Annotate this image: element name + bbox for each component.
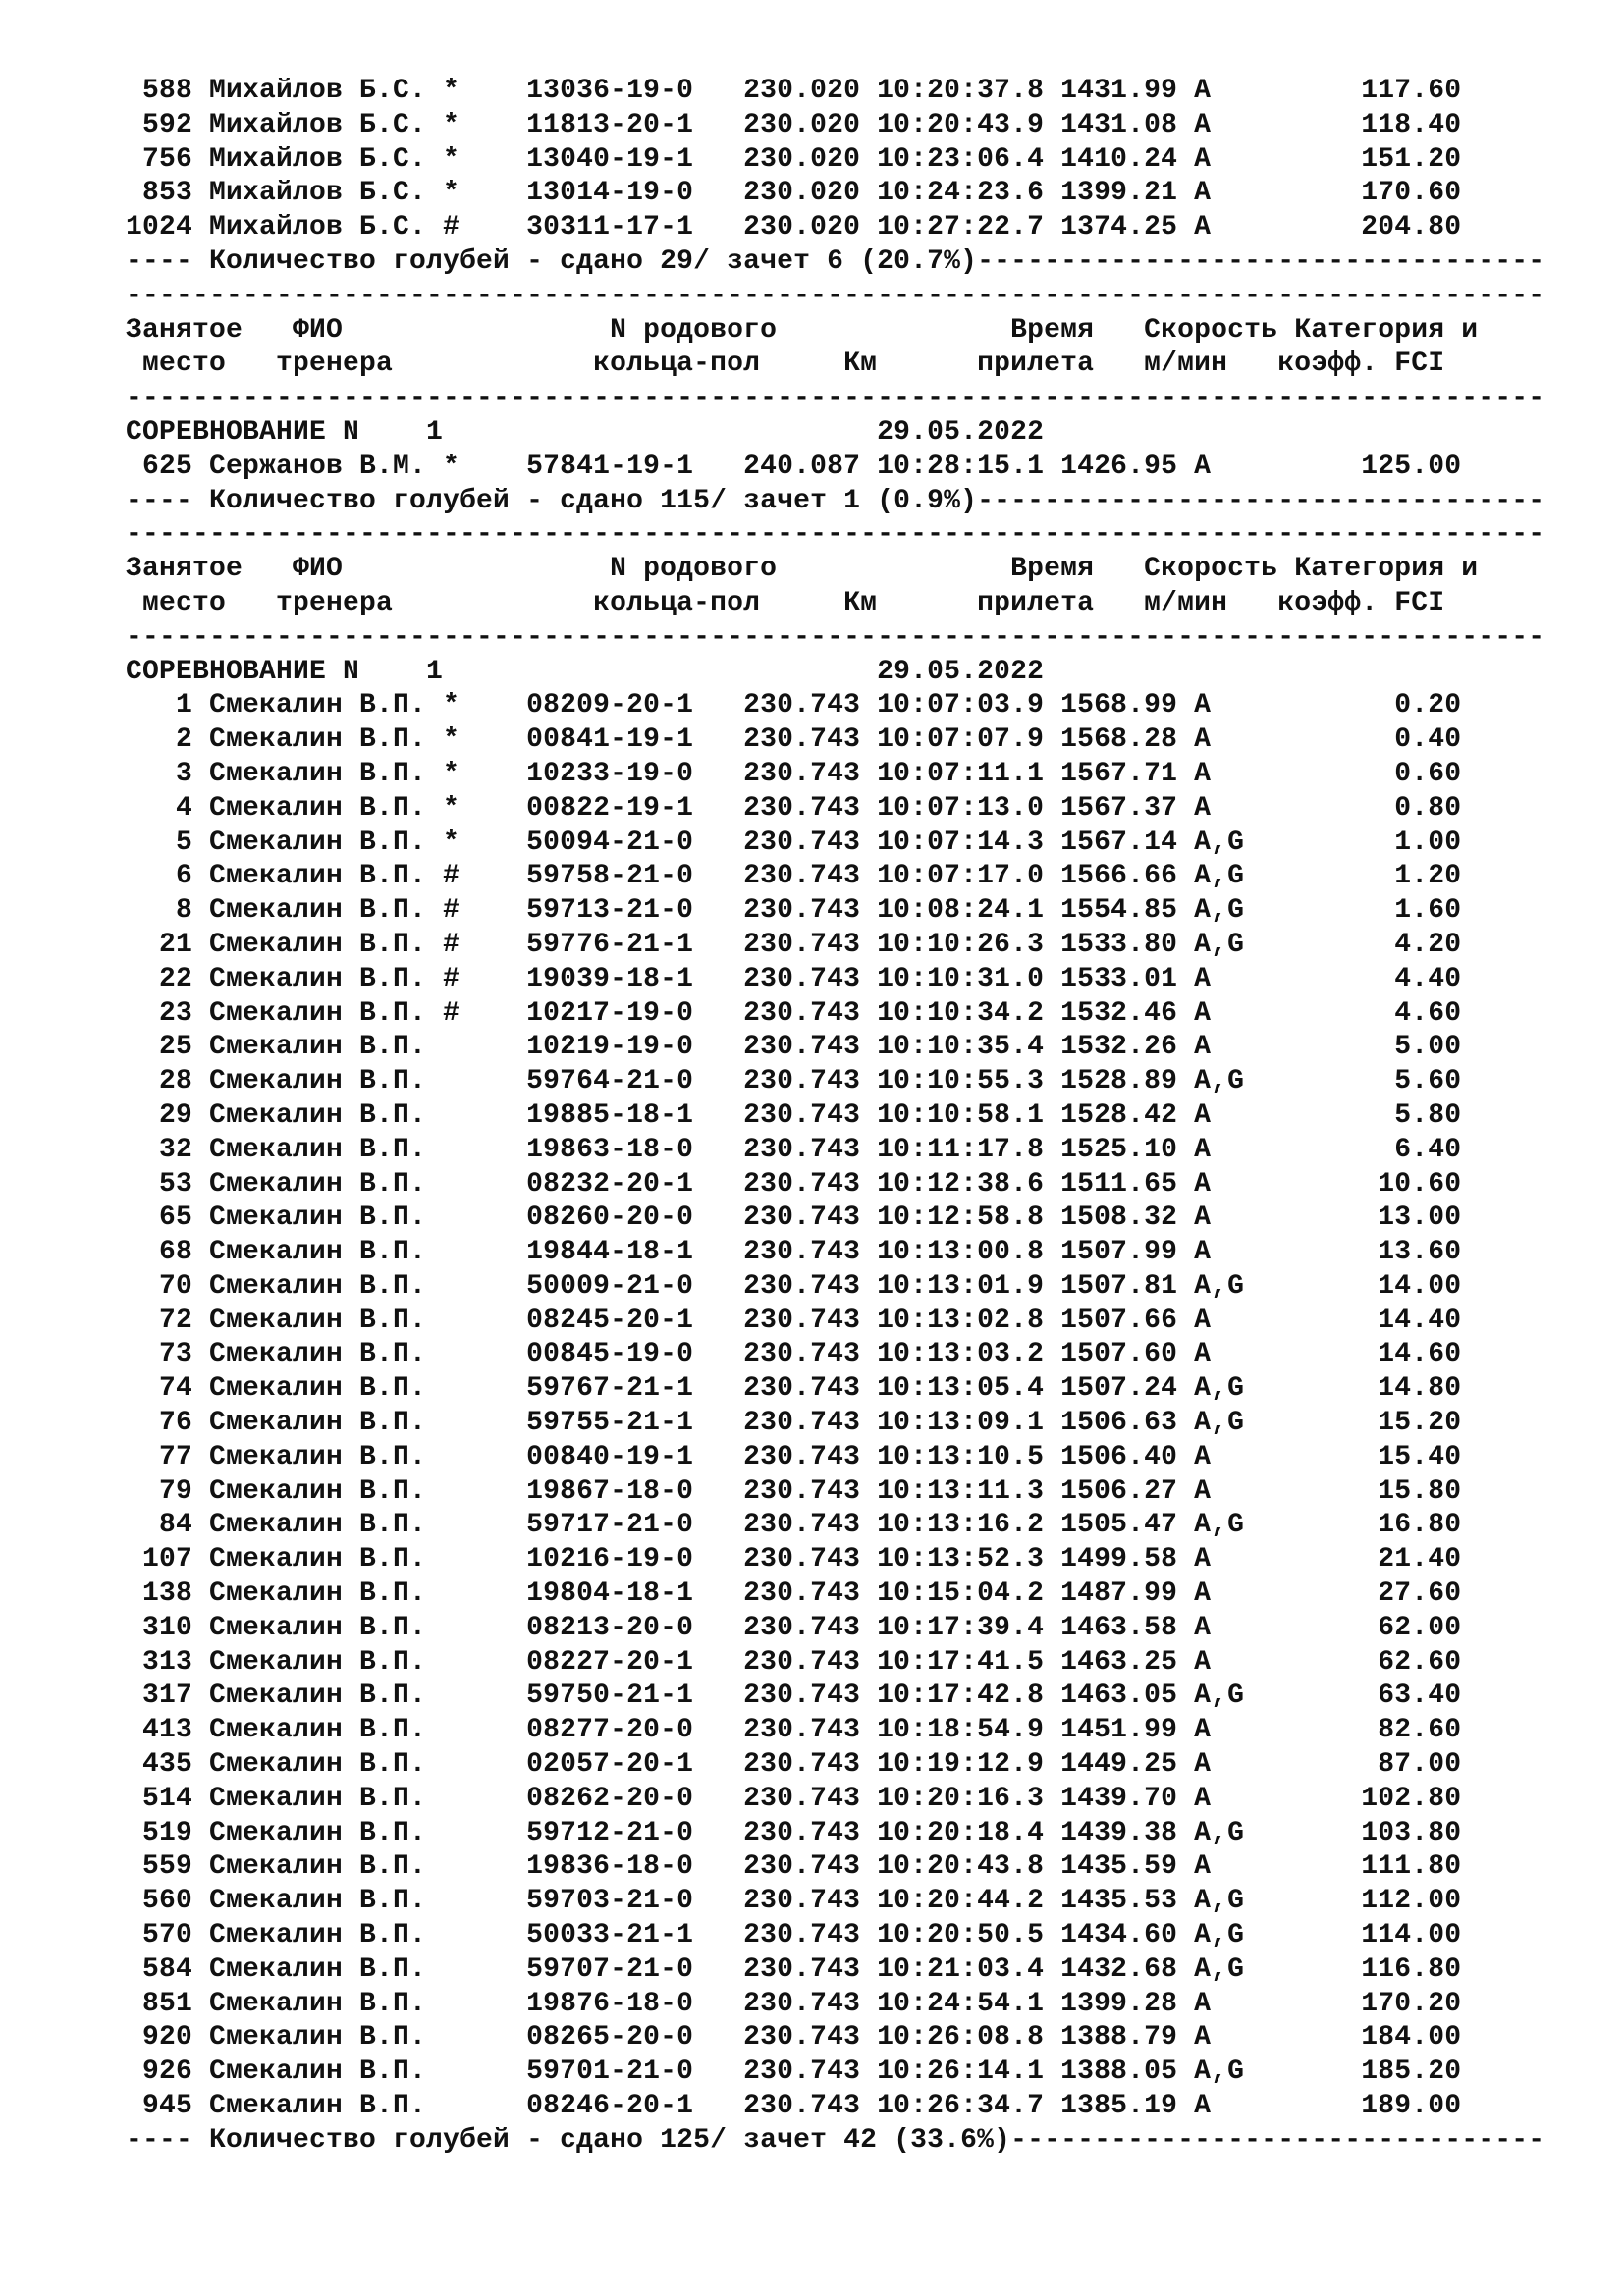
table-row: 65 Смекалин В.П. 08260-20-0 230.743 10:12:58.8 1508.32 A 13.00 [126, 1202, 1462, 1234]
rule-line: ------------------------------------------------------------------------------------- [126, 383, 1545, 414]
table-row: 22 Смекалин В.П. # 19039-18-1 230.743 10:10:31.0 1533.01 A 4.40 [126, 963, 1462, 994]
summary-line: ---- Количество голубей - сдано 29/ зачет 6 (20.7%)---------------------------------- [126, 245, 1545, 277]
table-row: 756 Михайлов Б.С. * 13040-19-1 230.020 10:23:06.4 1410.24 A 151.20 [126, 143, 1462, 175]
table-subheader: место тренера кольца-пол Км прилета м/мин коэфф. FCI [126, 348, 1445, 380]
table-row: 851 Смекалин В.П. 19876-18-0 230.743 10:24:54.1 1399.28 A 170.20 [126, 1988, 1462, 2019]
table-subheader: место тренера кольца-пол Км прилета м/мин коэфф. FCI [126, 587, 1445, 618]
table-row: 6 Смекалин В.П. # 59758-21-0 230.743 10:07:17.0 1566.66 A,G 1.20 [126, 861, 1462, 892]
table-row: 413 Смекалин В.П. 08277-20-0 230.743 10:18:54.9 1451.99 A 82.60 [126, 1715, 1462, 1746]
table-row: 310 Смекалин В.П. 08213-20-0 230.743 10:17:39.4 1463.58 A 62.00 [126, 1612, 1462, 1643]
table-row: 514 Смекалин В.П. 08262-20-0 230.743 10:20:16.3 1439.70 A 102.80 [126, 1783, 1462, 1814]
table-row: 559 Смекалин В.П. 19836-18-0 230.743 10:20:43.8 1435.59 A 111.80 [126, 1851, 1462, 1883]
table-row: 588 Михайлов Б.С. * 13036-19-0 230.020 10:20:37.8 1431.99 A 117.60 [126, 76, 1462, 106]
table-row: 21 Смекалин В.П. # 59776-21-1 230.743 10:10:26.3 1533.80 A,G 4.20 [126, 929, 1462, 960]
table-row: 73 Смекалин В.П. 00845-19-0 230.743 10:13:03.2 1507.60 A 14.60 [126, 1339, 1462, 1370]
table-row: 435 Смекалин В.П. 02057-20-1 230.743 10:19:12.9 1449.25 A 87.00 [126, 1749, 1462, 1781]
table-row: 4 Смекалин В.П. * 00822-19-1 230.743 10:07:13.0 1567.37 A 0.80 [126, 792, 1462, 824]
table-row: 926 Смекалин В.П. 59701-21-0 230.743 10:26:14.1 1388.05 A,G 185.20 [126, 2056, 1462, 2088]
table-row: 625 Сержанов В.М. * 57841-19-1 240.087 10:28:15.1 1426.95 A 125.00 [126, 451, 1462, 482]
table-row: 853 Михайлов Б.С. * 13014-19-0 230.020 10:24:23.6 1399.21 A 170.60 [126, 178, 1462, 209]
table-row: 3 Смекалин В.П. * 10233-19-0 230.743 10:07:11.1 1567.71 A 0.60 [126, 758, 1462, 789]
table-row: 945 Смекалин В.П. 08246-20-1 230.743 10:26:34.7 1385.19 A 189.00 [126, 2091, 1462, 2122]
rule-line: ------------------------------------------------------------------------------------- [126, 519, 1545, 551]
table-row: 1024 Михайлов Б.С. # 30311-17-1 230.020 10:27:22.7 1374.25 A 204.80 [126, 212, 1462, 243]
summary-line: ---- Количество голубей - сдано 125/ зачет 42 (33.6%)-------------------------------- [126, 2124, 1545, 2156]
table-row: 28 Смекалин В.П. 59764-21-0 230.743 10:10:55.3 1528.89 A,G 5.60 [126, 1066, 1462, 1097]
table-row: 1 Смекалин В.П. * 08209-20-1 230.743 10:07:03.9 1568.99 A 0.20 [126, 690, 1462, 721]
table-row: 570 Смекалин В.П. 50033-21-1 230.743 10:20:50.5 1434.60 A,G 114.00 [126, 1920, 1462, 1951]
table-row: 72 Смекалин В.П. 08245-20-1 230.743 10:13:02.8 1507.66 A 14.40 [126, 1305, 1462, 1336]
results-sheet [126, 75, 1544, 2159]
table-row: 519 Смекалин В.П. 59712-21-0 230.743 10:20:18.4 1439.38 A,G 103.80 [126, 1817, 1462, 1848]
rule-line: ------------------------------------------------------------------------------------- [126, 621, 1545, 653]
table-row: 592 Михайлов Б.С. * 11813-20-1 230.020 10:20:43.9 1431.08 A 118.40 [126, 109, 1462, 140]
table-row: 2 Смекалин В.П. * 00841-19-1 230.743 10:07:07.9 1568.28 A 0.40 [126, 724, 1462, 756]
table-row: 138 Смекалин В.П. 19804-18-1 230.743 10:15:04.2 1487.99 A 27.60 [126, 1578, 1462, 1610]
table-row: 560 Смекалин В.П. 59703-21-0 230.743 10:20:44.2 1435.53 A,G 112.00 [126, 1886, 1462, 1917]
summary-line: ---- Количество голубей - сдано 115/ зачет 1 (0.9%)---------------------------------- [126, 485, 1545, 516]
table-row: 107 Смекалин В.П. 10216-19-0 230.743 10:13:52.3 1499.58 A 21.40 [126, 1544, 1462, 1575]
table-header: Занятое ФИО N родового Время Скорость Категория и [126, 314, 1479, 346]
table-header: Занятое ФИО N родового Время Скорость Категория и [126, 554, 1479, 585]
table-row: 23 Смекалин В.П. # 10217-19-0 230.743 10:10:34.2 1532.46 A 4.60 [126, 997, 1462, 1029]
table-row: 79 Смекалин В.П. 19867-18-0 230.743 10:13:11.3 1506.27 A 15.80 [126, 1475, 1462, 1507]
table-row: 53 Смекалин В.П. 08232-20-1 230.743 10:12:38.6 1511.65 A 10.60 [126, 1168, 1462, 1200]
table-row: 313 Смекалин В.П. 08227-20-1 230.743 10:17:41.5 1463.25 A 62.60 [126, 1646, 1462, 1678]
table-row: 29 Смекалин В.П. 19885-18-1 230.743 10:10:58.1 1528.42 A 5.80 [126, 1099, 1462, 1131]
table-row: 317 Смекалин В.П. 59750-21-1 230.743 10:17:42.8 1463.05 A,G 63.40 [126, 1681, 1462, 1712]
table-row: 76 Смекалин В.П. 59755-21-1 230.743 10:13:09.1 1506.63 A,G 15.20 [126, 1408, 1462, 1439]
table-row: 25 Смекалин В.П. 10219-19-0 230.743 10:10:35.4 1532.26 A 5.00 [126, 1032, 1462, 1063]
competition-line: СОРЕВНОВАНИЕ N 1 29.05.2022 [126, 416, 1045, 448]
table-row: 68 Смекалин В.П. 19844-18-1 230.743 10:13:00.8 1507.99 A 13.60 [126, 1237, 1462, 1268]
table-row: 84 Смекалин В.П. 59717-21-0 230.743 10:13:16.2 1505.47 A,G 16.80 [126, 1510, 1462, 1541]
table-row: 8 Смекалин В.П. # 59713-21-0 230.743 10:08:24.1 1554.85 A,G 1.60 [126, 895, 1462, 927]
table-row: 32 Смекалин В.П. 19863-18-0 230.743 10:11:17.8 1525.10 A 6.40 [126, 1134, 1462, 1165]
rule-line: ------------------------------------------------------------------------------------- [126, 280, 1545, 311]
table-row: 74 Смекалин В.П. 59767-21-1 230.743 10:13:05.4 1507.24 A,G 14.80 [126, 1373, 1462, 1405]
competition-line: СОРЕВНОВАНИЕ N 1 29.05.2022 [126, 656, 1045, 687]
table-row: 5 Смекалин В.П. * 50094-21-0 230.743 10:07:14.3 1567.14 A,G 1.00 [126, 827, 1462, 858]
table-row: 584 Смекалин В.П. 59707-21-0 230.743 10:21:03.4 1432.68 A,G 116.80 [126, 1953, 1462, 1985]
table-row: 920 Смекалин В.П. 08265-20-0 230.743 10:26:08.8 1388.79 A 184.00 [126, 2022, 1462, 2054]
table-row: 77 Смекалин В.П. 00840-19-1 230.743 10:13:10.5 1506.40 A 15.40 [126, 1441, 1462, 1472]
table-row: 70 Смекалин В.П. 50009-21-0 230.743 10:13:01.9 1507.81 A,G 14.00 [126, 1270, 1462, 1302]
